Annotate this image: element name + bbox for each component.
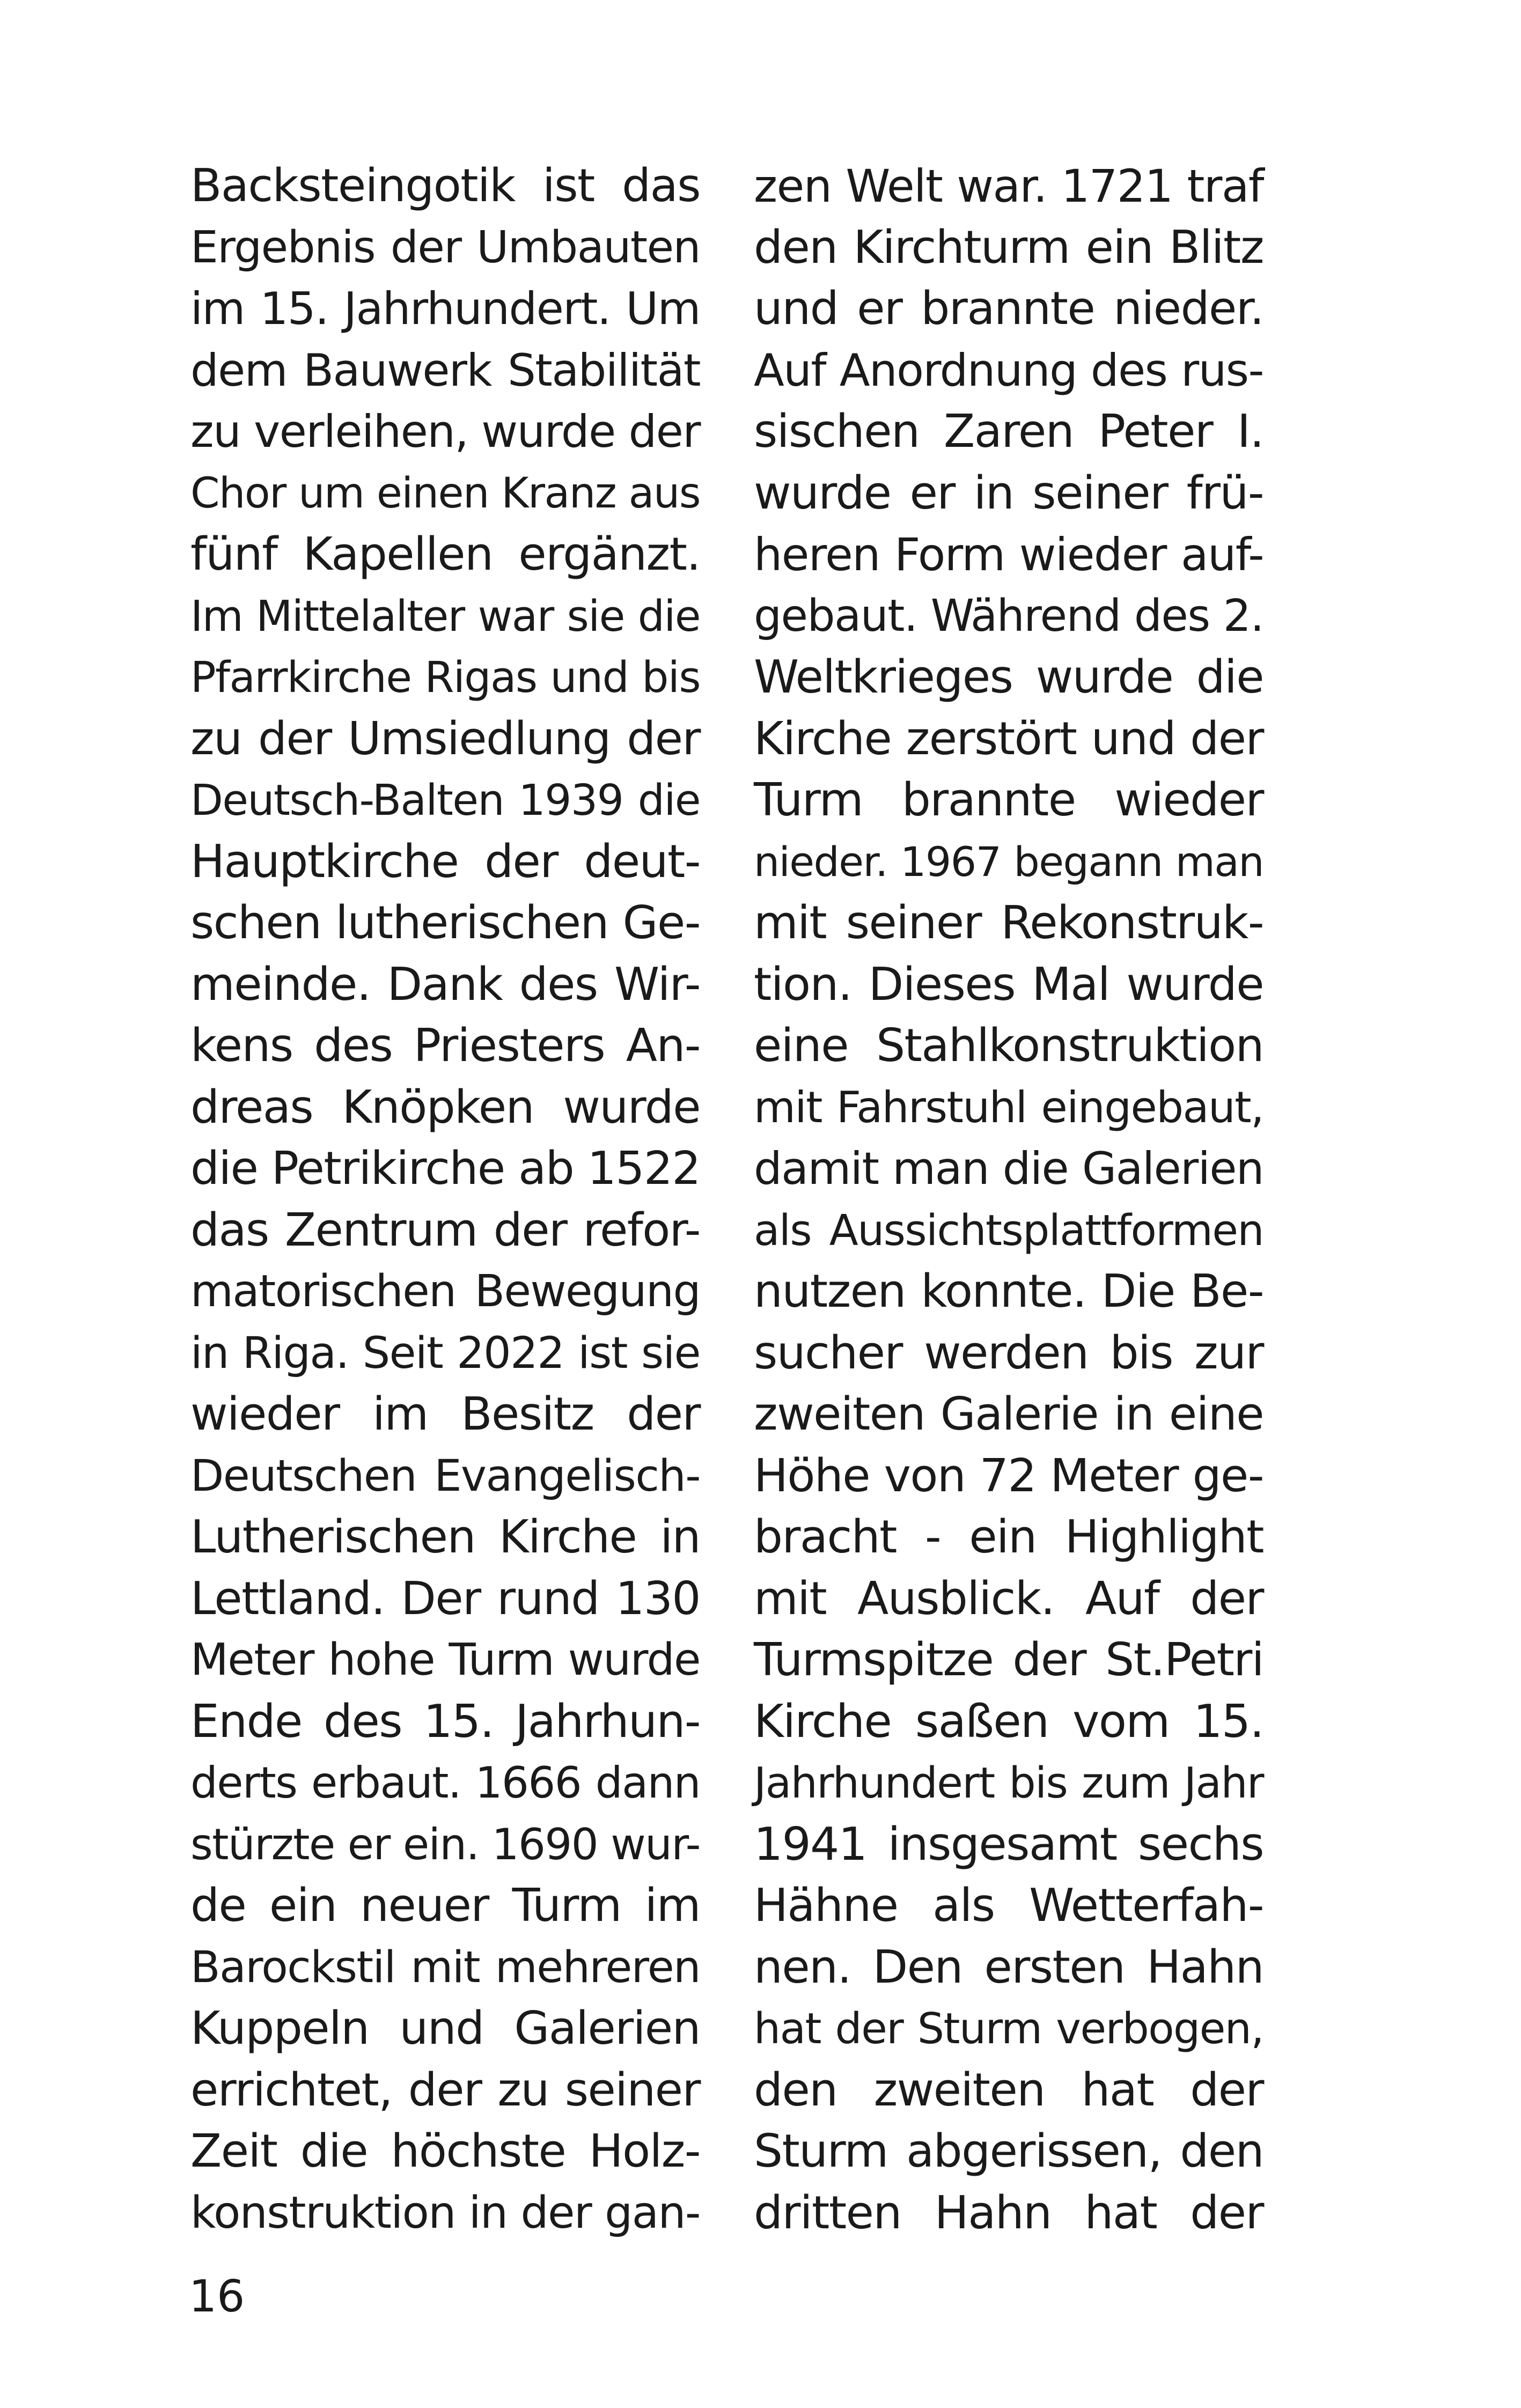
text-line: damit man die Galerien — [754, 1143, 1263, 1195]
text-line: de ein neuer Turm im — [190, 1879, 700, 1932]
text-line: wieder im Besitz der — [190, 1388, 700, 1441]
text-line: Pfarrkirche Rigas und bis — [190, 653, 700, 702]
text-line: schen lutherischen Ge- — [190, 896, 700, 949]
text-line: Turm brannte wieder — [754, 774, 1263, 827]
text-line: in Riga. Seit 2022 ist sie — [190, 1328, 700, 1379]
text-line: matorischen Bewegung — [190, 1266, 700, 1317]
text-line: Hähne als Wetterfah- — [754, 1879, 1263, 1932]
text-line: hat der Sturm verbogen, — [754, 2004, 1263, 2053]
text-line: mit seiner Rekonstruk- — [754, 896, 1263, 949]
text-column-right — [754, 156, 1263, 2244]
text-line: nieder. 1967 begann man — [754, 837, 1263, 886]
text-line: Deutschen Evangelisch- — [190, 1450, 700, 1501]
text-line: heren Form wieder auf- — [754, 528, 1263, 581]
text-line: das Zentrum der refor- — [190, 1203, 700, 1257]
text-line: Ergebnis der Umbauten — [190, 222, 700, 273]
text-line: Sturm abgerissen, den — [754, 2125, 1263, 2178]
text-line: als Aussichtsplattformen — [754, 1205, 1263, 1255]
text-line: Meter hohe Turm wurde — [190, 1634, 700, 1685]
text-line: Hauptkirche der deut- — [190, 835, 700, 888]
text-line: wurde er in seiner frü- — [754, 466, 1263, 520]
text-line: Im Mittelalter war sie die — [190, 591, 700, 641]
text-line: Auf Anordnung des rus- — [754, 344, 1263, 396]
text-line: sischen Zaren Peter I. — [754, 405, 1263, 458]
text-line: im 15. Jahrhundert. Um — [190, 283, 700, 335]
text-line: nen. Den ersten Hahn — [754, 1940, 1263, 1994]
text-line: die Petrikirche ab 1522 — [190, 1142, 701, 1195]
text-line: eine Stahlkonstruktion — [754, 1019, 1263, 1072]
text-line: den zweiten hat der — [754, 2063, 1263, 2117]
text-line: Lettland. Der rund 130 — [190, 1572, 700, 1625]
text-line: zen Welt war. 1721 traf — [754, 160, 1263, 212]
text-line: Kirche saßen vom 15. — [754, 1695, 1263, 1748]
text-line: konstruktion in der gan- — [190, 2187, 700, 2238]
text-line: mit Fahrstuhl eingebaut, — [754, 1082, 1263, 1132]
text-line: errichtet, der zu seiner — [190, 2063, 700, 2117]
text-line: mit Ausblick. Auf der — [754, 1572, 1263, 1625]
text-line: stürzte er ein. 1690 wur- — [190, 1819, 700, 1869]
text-line: Ende des 15. Jahrhun- — [190, 1695, 700, 1748]
text-line: tion. Dieses Mal wurde — [754, 958, 1263, 1011]
text-line: zweiten Galerie in eine — [754, 1388, 1263, 1441]
text-line: 1941 insgesamt sechs — [754, 1817, 1263, 1871]
text-line: bracht - ein Highlight — [754, 1511, 1263, 1564]
text-line: Barockstil mit mehreren — [190, 1942, 700, 1993]
text-line: Lutherischen Kirche in — [190, 1511, 700, 1564]
text-line: dritten Hahn hat der — [754, 2186, 1263, 2240]
text-line: Höhe von 72 Meter ge- — [754, 1449, 1263, 1503]
text-line: nutzen konnte. Die Be- — [754, 1265, 1263, 1318]
text-line: Weltkrieges wurde die — [754, 651, 1263, 704]
text-line: zu der Umsiedlung der — [190, 712, 700, 765]
text-line: den Kirchturm ein Blitz — [754, 220, 1263, 274]
text-line: derts erbaut. 1666 dann — [190, 1758, 700, 1808]
text-line: Backsteingotik ist das — [190, 159, 700, 212]
text-line: meinde. Dank des Wir- — [190, 958, 700, 1011]
text-line: Kuppeln und Galerien — [190, 2002, 700, 2055]
text-line: und er brannte nieder. — [754, 282, 1263, 335]
text-line: gebaut. Während des 2. — [754, 590, 1263, 642]
page-number: 16 — [189, 2271, 245, 2322]
text-line: fünf Kapellen ergänzt. — [190, 528, 700, 581]
text-line: dreas Knöpken wurde — [190, 1080, 700, 1134]
text-line: Turmspitze der St.Petri — [754, 1633, 1263, 1687]
text-line: kens des Priesters An- — [190, 1019, 700, 1072]
text-line: sucher werden bis zur — [754, 1326, 1263, 1380]
text-line: Kirche zerstört und der — [754, 712, 1263, 765]
text-line: Deutsch-Balten 1939 die — [190, 776, 700, 825]
text-line: Zeit die höchste Holz- — [190, 2125, 700, 2178]
text-line: Jahrhundert bis zum Jahr — [754, 1758, 1263, 1808]
text-line: Chor um einen Kranz aus — [190, 469, 700, 518]
text-column-left — [190, 156, 700, 2244]
text-line: zu verleihen, wurde der — [190, 406, 700, 458]
text-line: dem Bauwerk Stabilität — [190, 344, 700, 396]
